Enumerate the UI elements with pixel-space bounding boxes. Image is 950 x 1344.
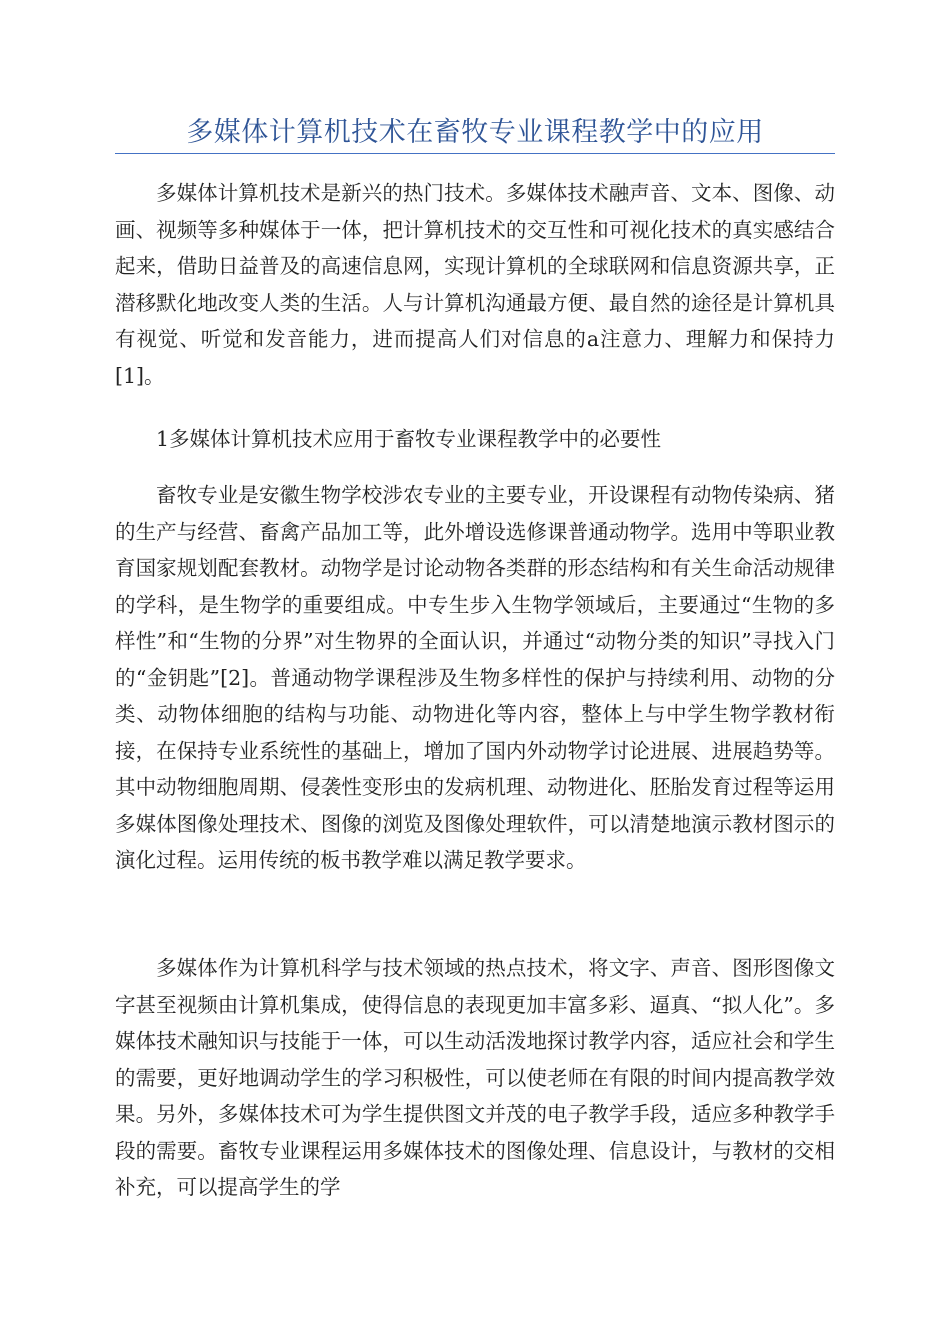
- document-title: 多媒体计算机技术在畜牧专业课程教学中的应用: [186, 117, 764, 148]
- paragraph-necessity: 畜牧专业是安徽生物学校涉农专业的主要专业，开设课程有动物传染病、猪的生产与经营、畜禽产品加工等，此外增设选修课普通动物学。选用中等职业教育国家规划配套教材。动物学是讨论动物各类群的形态结构和有关生命活动规律的学科，是生物学的重要组成。中专生步入生物学领域后，主要通过“生物的多样性”和“生物的分界”对生物界的全面认识，并通过“动物分类的知识”寻找入门的“金钥匙”[2]。普通动物学课程涉及生物多样性的保护与持续利用、动物的分类、动物体细胞的结构与功能、动物进化等内容，整体上与中学生物学教材衔接，在保持专业系统性的基础上，增加了国内外动物学讨论进展、进展趋势等。其中动物细胞周期、侵袭性变形虫的发病机理、动物进化、胚胎发育过程等运用多媒体图像处理技术、图像的浏览及图像处理软件，可以清楚地演示教材图示的演化过程。运用传统的板书教学难以满足教学要求。: [115, 483, 835, 872]
- title-underline: [115, 153, 835, 154]
- paragraph-multimedia: 多媒体作为计算机科学与技术领域的热点技术，将文字、声音、图形图像文字甚至视频由计算机集成，使得信息的表现更加丰富多彩、逼真、“拟人化”。多媒体技术融知识与技能于一体，可以生动活泼地探讨教学内容，适应社会和学生的需要，更好地调动学生的学习积极性，可以使老师在有限的时间内提高教学效果。另外，多媒体技术可为学生提供图文并茂的电子教学手段，适应多种教学手段的需要。畜牧专业课程运用多媒体技术的图像处理、信息设计，与教材的交相补充，可以提高学生的学: [115, 956, 835, 1199]
- paragraph-intro: 多媒体计算机技术是新兴的热门技术。多媒体技术融声音、文本、图像、动画、视频等多种媒体于一体，把计算机技术的交互性和可视化技术的真实感结合起来，借助日益普及的高速信息网，实现计算机的全球联网和信息资源共享，正潜移默化地改变人类的生活。人与计算机沟通最方便、最自然的途径是计算机具有视觉、听觉和发音能力，进而提高人们对信息的a注意力、理解力和保持力[1]。: [115, 181, 835, 388]
- section-heading: 1多媒体计算机技术应用于畜牧专业课程教学中的必要性: [156, 427, 662, 451]
